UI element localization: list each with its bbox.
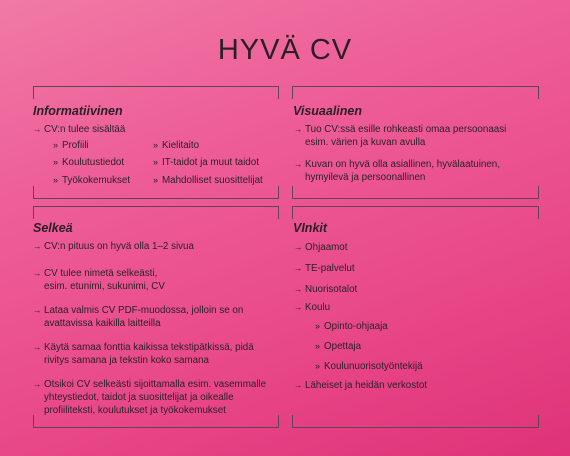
selkea-top-border [33, 206, 279, 219]
list-item: » Mahdolliset suosittelijat [153, 175, 263, 186]
bullet-arrow-icon: → [294, 242, 303, 252]
list-item: » IT-taidot ja muut taidot [153, 157, 259, 168]
bullet-arrow-icon: → [294, 124, 303, 134]
visuaalinen-heading: Visuaalinen [293, 104, 363, 118]
bullet-chevron-icon: » [315, 321, 321, 331]
bullet-arrow-icon: → [33, 124, 42, 134]
list-item: → Otsikoi CV selkeästi sijoittamalla esim. vasemmalle yhteystiedot, taidot ja suosittelijat ja oikealle profiiliteksti, koulutukset ja työkokemukset [33, 379, 267, 416]
informatiivinen-heading: Informatiivinen [33, 104, 123, 118]
list-item: » Opinto-ohjaaja [315, 321, 388, 332]
list-item: → Ohjaamot [294, 242, 348, 253]
list-item: » Profiili [53, 140, 89, 151]
list-item: → TE-palvelut [294, 263, 355, 274]
bullet-arrow-icon: → [294, 380, 303, 390]
list-item: → Läheiset ja heidän verkostot [294, 380, 427, 391]
bullet-arrow-icon: → [294, 302, 303, 312]
list-item: → Koulu [294, 302, 331, 313]
visuaalinen-bottom-border [292, 186, 539, 199]
bullet-arrow-icon: → [33, 342, 42, 352]
list-item: » Koulunuorisotyöntekijä [315, 361, 423, 372]
list-item: → CV:n pituus on hyvä olla 1–2 sivua [33, 241, 194, 252]
page-title: HYVÄ CV [217, 34, 353, 66]
bullet-arrow-icon: → [294, 159, 303, 169]
list-item: → Kuvan on hyvä olla asiallinen, hyvälaatuinen, hymyilevä ja persoonallinen [294, 159, 500, 183]
list-item: » Työkokemukset [53, 175, 131, 186]
informatiivinen-top-border [33, 86, 279, 99]
informatiivinen-bottom-border [33, 186, 279, 199]
list-item: → Käytä samaa fonttia kaikissa tekstipätkissä, pidä rivitys samana ja tekstin koko samana [33, 342, 254, 366]
list-item: → Nuorisotalot [294, 284, 358, 295]
list-item: » Kielitaito [153, 140, 200, 151]
bullet-chevron-icon: » [315, 341, 321, 351]
bullet-chevron-icon: » [153, 140, 159, 150]
bullet-arrow-icon: → [33, 241, 42, 251]
bullet-chevron-icon: » [153, 175, 159, 185]
list-item: » Opettaja [315, 341, 362, 352]
bullet-arrow-icon: → [294, 263, 303, 273]
informatiivinen-intro: → CV:n tulee sisältää [33, 124, 126, 135]
vinkit-top-border [292, 206, 539, 219]
bullet-arrow-icon: → [33, 268, 42, 278]
vinkit-heading: VInkit [293, 221, 328, 235]
bullet-arrow-icon: → [33, 305, 42, 315]
bullet-chevron-icon: » [53, 175, 59, 185]
bullet-chevron-icon: » [53, 157, 59, 167]
vinkit-bottom-border [292, 415, 539, 428]
bullet-chevron-icon: » [153, 157, 159, 167]
bullet-arrow-icon: → [294, 284, 303, 294]
bullet-chevron-icon: » [53, 140, 59, 150]
list-item: → Lataa valmis CV PDF-muodossa, jolloin se on avattavissa kaikilla laitteilla [33, 305, 244, 329]
list-item: → Tuo CV:ssä esille rohkeasti omaa persoonaasi esim. värien ja kuvan avulla [294, 124, 507, 148]
visuaalinen-top-border [292, 86, 539, 99]
bullet-arrow-icon: → [33, 379, 42, 389]
list-item: » Koulutustiedot [53, 157, 125, 168]
list-item: → CV tulee nimetä selkeästi, esim. etunimi, sukunimi, CV [33, 268, 165, 292]
bullet-chevron-icon: » [315, 361, 321, 371]
selkea-heading: Selkeä [33, 221, 73, 235]
